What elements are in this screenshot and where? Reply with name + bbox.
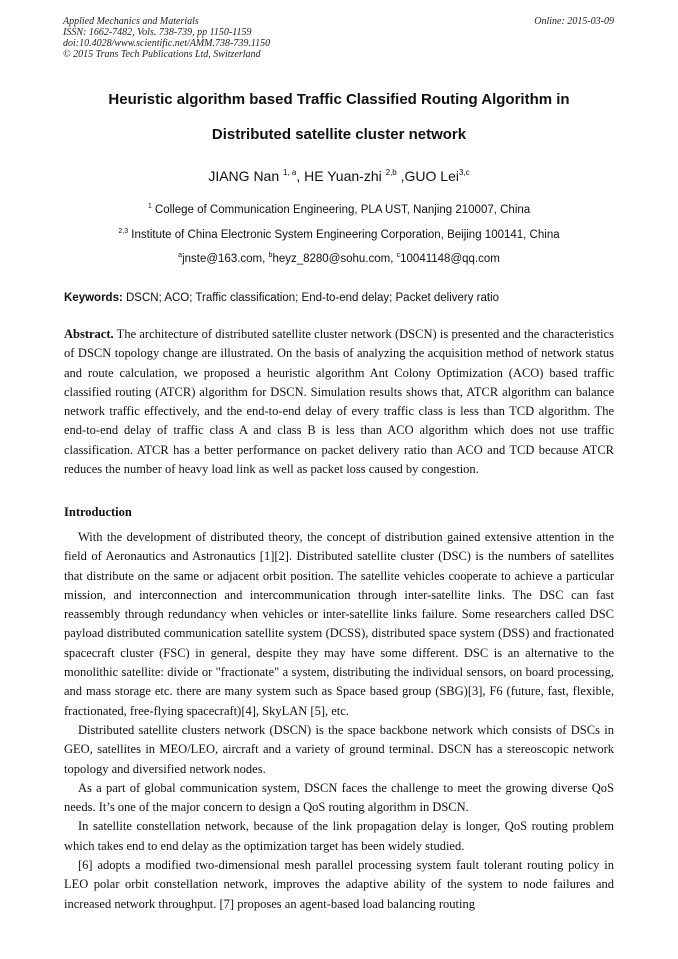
abstract-label: Abstract. [64,327,114,341]
doi-line: doi:10.4028/www.scientific.net/AMM.738-739.1150 [63,38,271,49]
author-emails [30,253,648,265]
author-affil-mark: 3,c [459,168,470,177]
email-mark: b [268,252,273,259]
email-link[interactable]: heyz_8280@sohu.com, [272,253,397,265]
author-list [40,168,638,184]
keywords-text: DSCN; ACO; Traffic classification; End-to-end delay; Packet delivery ratio [122,292,500,304]
affiliation-1 [30,204,648,216]
author-name: ,GUO Lei [396,168,459,184]
copyright-line: © 2015 Trans Tech Publications Ltd, Switzerland [63,49,261,60]
author-name: JIANG Nan [208,168,284,184]
abstract-text: The architecture of distributed satellite cluster network (DSCN) is presented and the characteristics of DSCN topology change are illustrated. On the basis of analyzing the acquisition method of network status and route calculation, we proposed a heuristic algorithm Ant Colony Optimization (ACO) based traffic classified routing (ATCR) algorithm for DSCN. Simulation results shows that, ATCR algorithm can balance network traffic effectively, and the end-to-end delay of every traffic class is less than TCD algorithm. The end-to-end delay of traffic class A and class B is less than ACO algorithm which does not use traffic classification. ATCR has a better performance on packet delivery ratio than ACO and TCD because ATCR reduces the number of heavy load link as well as packet loss caused by congestion. [64,327,614,477]
email-mark: c [396,252,401,259]
paper-title-line-1: Heuristic algorithm based Traffic Classified Routing Algorithm in [108,91,570,108]
author-name: , HE Yuan-zhi [296,168,386,184]
email-mark: a [178,252,183,259]
abstract [64,325,614,479]
section-heading-introduction: Introduction [64,505,132,519]
keywords-label: Keywords: [64,292,123,304]
issn-line: ISSN: 1662-7482, Vols. 738-739, pp 1150-1159 [63,27,252,38]
online-date: Online: 2015-03-09 [534,16,614,27]
email-link[interactable]: 10041148@qq.com [400,253,500,265]
author-affil-mark: 2,b [385,168,397,177]
paragraph: With the development of distributed theory, the concept of distribution gained extensive attention in the field of Aeronautics and Astronautics [1][2]. Distributed satellite cluster (DSC) is the numbers of satellites that distribute on the same or adjacent orbit position. The satellite vehicles cooperate to achieve a particular mission, and interconnection and intercommunication through inter-satellite links. The DSC can fast reassembly through redundancy when vehicles or inter-satellite links failure. Some researchers called DSC payload distributed communication satellite system (DCSS), distributed space system (DSS) and fractionated spacecraft cluster (FSC) in general, despite they may have some different. DSC is an alternative to the monolithic satellite: divide or "fractionate" a system, distributing the individual sensors, on board processing, and mass storage etc. there are many system such as Space based group (SBG)[3], F6 (future, fast, flexible, fractionated, free-flying spacecraft)[4], SkyLAN [5], etc. [64,530,614,718]
affil-text: College of Communication Engineering, PLA UST, Nanjing 210007, China [151,204,531,216]
paper-title-line-2: Distributed satellite cluster network [211,126,467,143]
introduction-body [64,528,614,914]
paragraph: [6] adopts a modified two-dimensional mesh parallel processing system fault tolerant routing policy in LEO polar orbit constellation network, improves the adaptive ability of the system to node failures and increased network throughput. [7] proposes an agent-based load balancing routing [64,858,614,911]
affil-text: Institute of China Electronic System Engineering Corporation, Beijing 100141, China [128,229,560,241]
journal-name: Applied Mechanics and Materials [63,16,199,27]
affil-mark: 1 [147,203,152,210]
author-affil-mark: 1, a [283,168,297,177]
keywords [64,292,499,304]
paragraph: Distributed satellite clusters network (DSCN) is the space backbone network which consists of DSCs in GEO, satellites in MEO/LEO, aircraft and a variety of ground terminal. DSCN has a stereoscopic network topology and diversified network nodes. [64,722,614,776]
journal-header [63,16,270,60]
affiliation-2 [30,229,648,241]
affil-mark: 2,3 [118,228,129,235]
paragraph: In satellite constellation network, because of the link propagation delay is longer, QoS routing problem which takes end to end delay as the optimization target has been widely studied. [64,819,614,853]
email-link[interactable]: jnste@163.com, [182,253,269,265]
paragraph: As a part of global communication system, DSCN faces the challenge to meet the growing diverse QoS needs. It’s one of the major concern to design a QoS routing algorithm in DSCN. [64,780,614,815]
